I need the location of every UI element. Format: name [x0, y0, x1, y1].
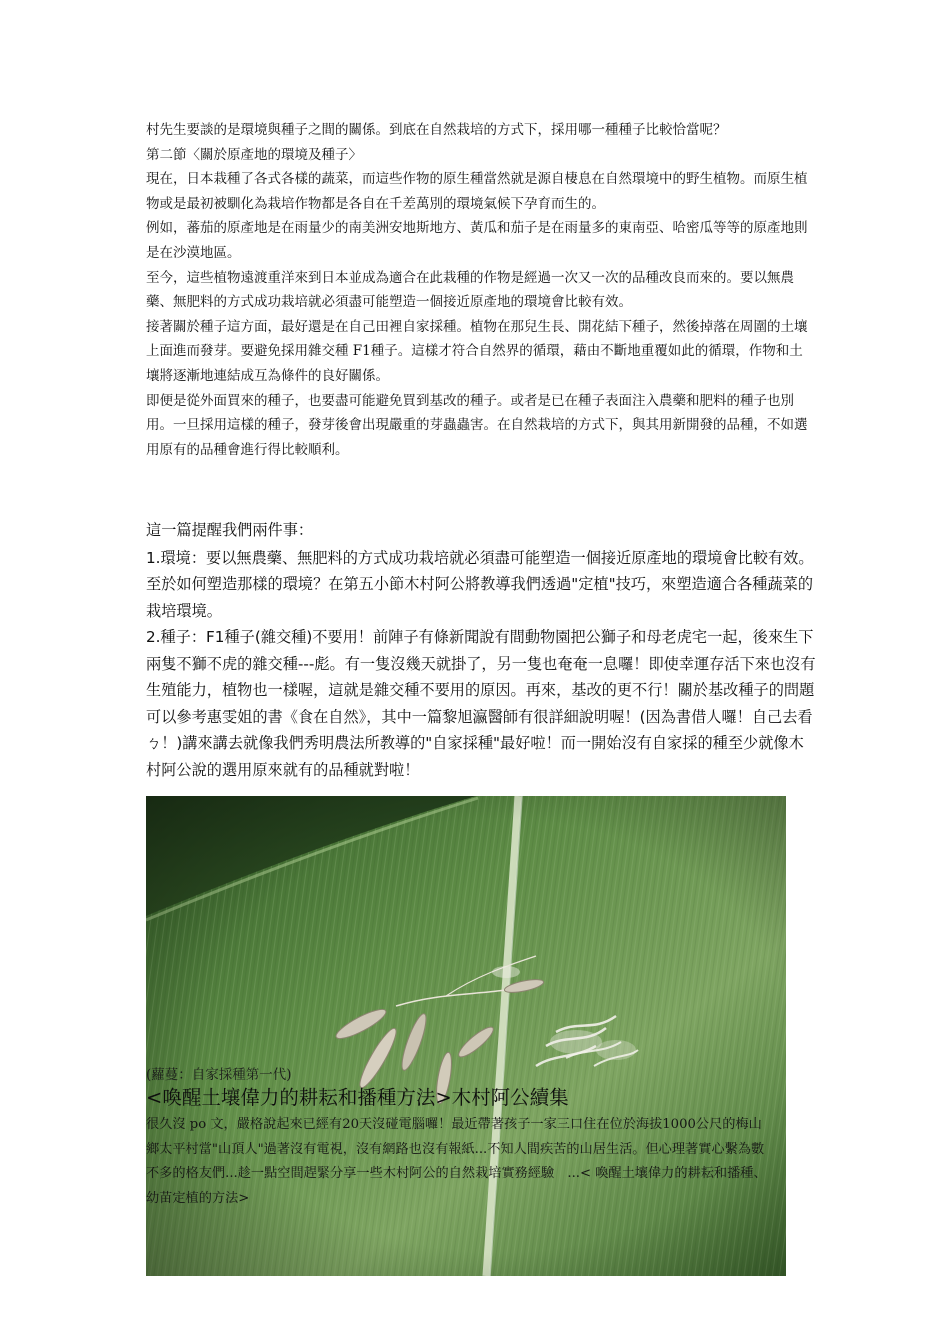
- excerpt-line: 鄉太平村當"山頂人"過著沒有電視，沒有網路也沒有報紙...不知人間疾苦的山居生活。但心理著實心繫為數: [146, 1141, 765, 1157]
- article-section-1: [146, 118, 811, 462]
- paragraph: 村先生要談的是環境與種子之間的關係。到底在自然栽培的方式下，採用哪一種種子比較恰當呢？: [146, 122, 727, 138]
- article-section-2: [146, 517, 818, 783]
- paragraph: 接著關於種子這方面，最好還是在自己田裡自家採種。植物在那兒生長、開花結下種子，然後掉落在周圍的土壤上面進而發芽。要避免採用雜交種 F1種子。這樣才符合自然界的循環，藉由不斷地重覆如此的循環，作物和土壤將逐漸地連結成互為條件的良好關係。: [146, 318, 808, 384]
- summary-intro: 這一篇提醒我們兩件事：: [146, 521, 314, 539]
- section-heading: 第二節〈關於原產地的環境及種子〉: [146, 146, 362, 163]
- photo-caption: (蘿蔓：自家採種第一代): [146, 1067, 292, 1083]
- paragraph: 例如，蕃茄的原產地是在雨量少的南美洲安地斯地方、黃瓜和茄子是在雨量多的東南亞、哈密瓜等等的原產地則是在沙漠地區。: [146, 220, 808, 261]
- next-article-link[interactable]: <喚醒土壤偉力的耕耘和播種方法>木村阿公續集: [146, 1086, 569, 1109]
- excerpt-line: 幼苗定植的方法>: [146, 1190, 250, 1206]
- excerpt-line: 很久沒 po 文，嚴格說起來已經有20天沒碰電腦囉！最近帶著孩子一家三口住在位於海拔1000公尺的梅山: [146, 1117, 762, 1132]
- excerpt-line: 不多的格友們...趁一點空間趕緊分享一些木村阿公的自然栽培實務經驗 ...< 喚醒土壤偉力的耕耘和播種、: [146, 1166, 767, 1181]
- paragraph: 現在，日本栽種了各式各樣的蔬菜，而這些作物的原生種當然就是源自棲息在自然環境中的野生植物。而原生植物或是最初被馴化為栽培作物都是各自在千差萬別的環境氣候下孕育而生的。: [146, 171, 808, 212]
- next-article-excerpt: [146, 1113, 810, 1211]
- paragraph: 即便是從外面買來的種子，也要盡可能避免買到基改的種子。或者是已在種子表面注入農藥和肥料的種子也別用。一旦採用這樣的種子，發芽後會出現嚴重的芽蟲蟲害。在自然栽培的方式下，與其用新開發的品種，不如選用原有的品種會進行得比較順利。: [146, 392, 808, 458]
- summary-point-seeds: 2.種子：F1種子(雜交種)不要用！前陣子有條新聞說有間動物園把公獅子和母老虎宅一起，後來生下兩隻不獅不虎的雜交種---彪。有一隻沒幾天就掛了，另一隻也奄奄一息囉！即使幸運存活下來也沒有生殖能力，植物也一樣喔，這就是雜交種不要用的原因。再來，基改的更不行！關於基改種子的問題可以參考惠雯姐的書《食在自然》，其中一篇黎旭瀛醫師有很詳細說明喔！(因為書借人囉！自己去看ㄅ！)講來講去就像我們秀明農法所教導的"自家採種"最好啦！而一開始沒有自家採的種至少就像木村阿公說的選用原來就有的品種就對啦！: [146, 628, 816, 779]
- summary-point-environment: 1.環境：要以無農藥、無肥料的方式成功栽培就必須盡可能塑造一個接近原產地的環境會比較有效。至於如何塑造那樣的環境？在第五小節木村阿公將教導我們透過"定植"技巧，來塑造適合各種蔬菜的栽培環境。: [146, 548, 814, 620]
- paragraph: 至今，這些植物遠渡重洋來到日本並成為適合在此栽種的作物是經過一次又一次的品種改良而來的。要以無農藥、無肥料的方式成功栽培就必須盡可能塑造一個接近原產地的環境會比較有效。: [146, 269, 794, 311]
